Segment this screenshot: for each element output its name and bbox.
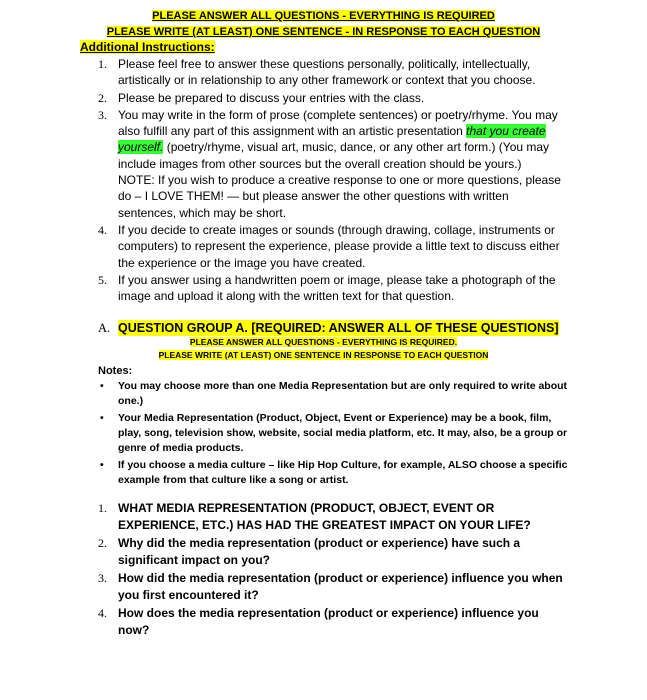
- note-text: If you choose a media culture – like Hip Hop Culture, for example, ALSO choose a specific example from that culture like a song or artist.: [118, 459, 568, 486]
- additional-instructions-heading-text: Additional Instructions:: [80, 40, 215, 54]
- header-line-2-text: PLEASE WRITE (AT LEAST) ONE SENTENCE - IN RESPONSE TO EACH QUESTION: [106, 26, 541, 38]
- instruction-item-4: [98, 222, 564, 271]
- instruction-text-after: (poetry/rhyme, visual art, music, dance, or any other art form.) (You may include images from other sources but the overall creation should be yours.): [118, 140, 550, 171]
- instruction-item-3: [98, 107, 564, 221]
- group-subheading-1: [0, 337, 647, 348]
- instruction-text: Please be prepared to discuss your entries with the class.: [118, 90, 425, 105]
- questions-list: [98, 500, 568, 640]
- question-item-3: [98, 570, 568, 604]
- notes-heading: Notes:: [98, 365, 133, 377]
- instruction-note: NOTE: If you wish to produce a creative response to one or more questions, please do – I LOVE THEM! — but please answer the other questions with written sentences, which may be short.: [118, 173, 561, 220]
- question-text: How does the media representation (product or experience) influence you now?: [118, 606, 539, 637]
- note-text: Your Media Representation (Product, Object, Event or Experience) may be a book, film, play, song, television show, website, social media platform, etc. It may, also, be a group or genre of media products.: [118, 412, 568, 454]
- group-subheading-2: [0, 350, 647, 361]
- instruction-text: Please feel free to answer these questions personally, politically, intellectually, artistically or in relationship to any other framework or context that you choose.: [118, 57, 536, 88]
- instruction-item-5: [98, 272, 564, 305]
- instruction-item-1: [98, 56, 564, 89]
- question-text: Why did the media representation (product or experience) have such a significant impact on you?: [118, 536, 521, 567]
- question-number: 4.: [98, 606, 107, 620]
- instruction-item-2: [98, 90, 564, 106]
- bullet-icon: •: [100, 412, 104, 424]
- question-number: 3.: [98, 571, 107, 585]
- header-line-2: [0, 25, 647, 39]
- question-text: How did the media representation (product or experience) influence you when you first encountered it?: [118, 571, 563, 602]
- question-item-2: [98, 535, 568, 569]
- instruction-number: 5.: [98, 272, 107, 287]
- question-number: 2.: [98, 536, 107, 550]
- group-title: QUESTION GROUP A. [REQUIRED: ANSWER ALL OF THESE QUESTIONS]: [118, 321, 559, 335]
- question-item-1: [98, 500, 568, 534]
- instruction-text-before: You may write in the form of prose (complete sentences) or poetry/rhyme. You may also fulfill any part of this assignment with an artistic presentation: [118, 107, 558, 139]
- instruction-number: 4.: [98, 222, 107, 237]
- notes-list: [98, 379, 568, 490]
- instruction-text: If you decide to create images or sounds (through drawing, collage, instruments or computers) to represent the experience, please provide a little text to discuss either the experience or the image you have created.: [118, 222, 560, 270]
- header-line-1-text: PLEASE ANSWER ALL QUESTIONS - EVERYTHING IS REQUIRED: [152, 10, 495, 22]
- question-item-4: [98, 605, 568, 639]
- highlighted-phrase: that you create yourself.: [118, 124, 546, 155]
- instruction-number: 3.: [98, 107, 107, 122]
- bullet-icon: •: [100, 459, 104, 471]
- instruction-text: If you answer using a handwritten poem or image, please take a photograph of the image and upload it along with the written text for that question.: [118, 272, 556, 304]
- note-text: You may choose more than one Media Representation but are only required to write about one.): [118, 380, 568, 407]
- group-letter: A.: [98, 321, 111, 335]
- instructions-list: [98, 56, 564, 304]
- group-subheading-2-text: PLEASE WRITE (AT LEAST) ONE SENTENCE IN RESPONSE TO EACH QUESTION: [158, 350, 489, 360]
- note-item-2: [98, 411, 568, 456]
- question-number: 1.: [98, 501, 107, 515]
- bullet-icon: •: [100, 380, 104, 392]
- additional-instructions-heading: [80, 40, 215, 55]
- instruction-number: 1.: [98, 57, 107, 71]
- header-line-1: [0, 9, 647, 23]
- note-item-3: [98, 458, 568, 488]
- note-item-1: [98, 379, 568, 409]
- instruction-number: 2.: [98, 90, 107, 105]
- group-subheading-1-text: PLEASE ANSWER ALL QUESTIONS - EVERYTHING IS REQUIRED.: [189, 337, 458, 347]
- question-text: WHAT MEDIA REPRESENTATION (PRODUCT, OBJECT, EVENT OR EXPERIENCE, ETC.) HAS HAD THE GREATEST IMPACT ON YOUR LIFE?: [118, 501, 531, 532]
